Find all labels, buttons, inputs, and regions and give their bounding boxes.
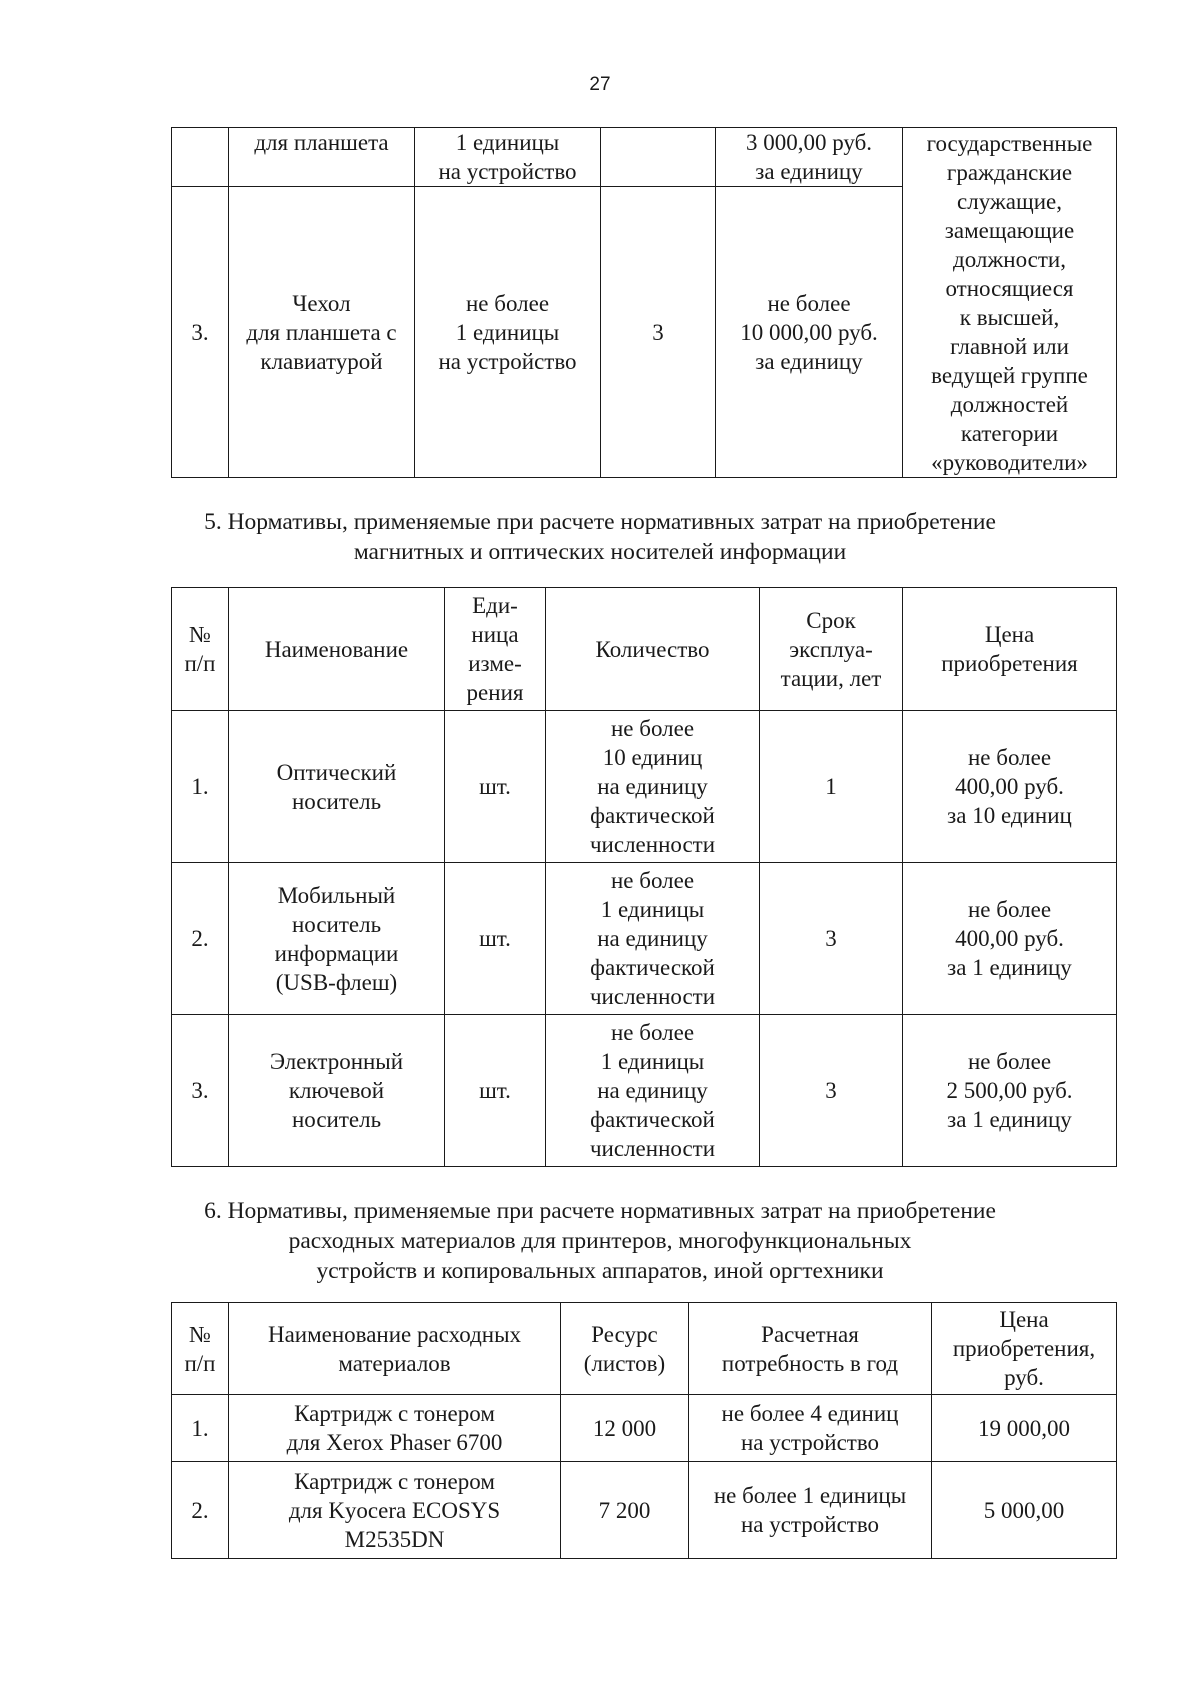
name-cell: Электронный ключевой носитель	[229, 1015, 445, 1167]
row-number-cell: 3.	[172, 187, 229, 478]
name-cell: Картридж с тонером для Xerox Phaser 6700	[229, 1395, 561, 1462]
header-term: Срок эксплуа- тации, лет	[760, 588, 903, 711]
consumables-norms-table	[171, 1302, 1117, 1559]
table-row	[172, 128, 1117, 187]
unit-cell: шт.	[445, 863, 546, 1015]
header-number: № п/п	[172, 1303, 229, 1395]
header-price: Цена приобретения, руб.	[932, 1303, 1117, 1395]
section-5-title: 5. Нормативы, применяемые при расчете нормативных затрат на приобретение магнитных и оптических носителей информации	[204, 509, 996, 565]
header-unit: Еди- ница изме- рения	[445, 588, 546, 711]
price-cell: 5 000,00	[932, 1462, 1117, 1559]
unit-cell: шт.	[445, 1015, 546, 1167]
quantity-cell: не более 1 единицы на устройство	[415, 187, 601, 478]
term-cell: 3	[601, 187, 716, 478]
header-quantity: Количество	[546, 588, 760, 711]
row-number-cell: 3.	[172, 1015, 229, 1167]
table-row	[172, 1462, 1117, 1559]
table-row	[172, 1395, 1117, 1462]
name-cell: Картридж с тонером для Kyocera ECOSYS M2535DN	[229, 1462, 561, 1559]
need-cell: не более 4 единиц на устройство	[689, 1395, 932, 1462]
row-number-cell	[172, 128, 229, 187]
section-6-title: 6. Нормативы, применяемые при расчете нормативных затрат на приобретение расходных материалов для принтеров, многофункциональных устройств и копировальных аппаратов, иной оргтехники	[204, 1198, 996, 1284]
quantity-cell: не более 1 единицы на единицу фактической численности	[546, 863, 760, 1015]
row-number-cell: 2.	[172, 863, 229, 1015]
table-header-row	[172, 1303, 1117, 1395]
need-cell: не более 1 единицы на устройство	[689, 1462, 932, 1559]
quantity-cell: не более 1 единицы на единицу фактической численности	[546, 1015, 760, 1167]
row-number-cell: 1.	[172, 711, 229, 863]
term-cell: 1	[760, 711, 903, 863]
price-cell: не более 2 500,00 руб. за 1 единицу	[903, 1015, 1117, 1167]
name-cell: для планшета	[229, 128, 415, 187]
name-cell: Чехол для планшета с клавиатурой	[229, 187, 415, 478]
table-row	[172, 1015, 1117, 1167]
header-resource: Ресурс (листов)	[561, 1303, 689, 1395]
row-number-cell: 1.	[172, 1395, 229, 1462]
header-name: Наименование расходных материалов	[229, 1303, 561, 1395]
header-price: Цена приобретения	[903, 588, 1117, 711]
row-number-cell: 2.	[172, 1462, 229, 1559]
price-cell: не более 400,00 руб. за 10 единиц	[903, 711, 1117, 863]
name-cell: Мобильный носитель информации (USB-флеш)	[229, 863, 445, 1015]
quantity-cell: не более 10 единиц на единицу фактической численности	[546, 711, 760, 863]
media-norms-table	[171, 587, 1117, 1167]
table-row	[172, 711, 1117, 863]
header-number: № п/п	[172, 588, 229, 711]
table-row	[172, 863, 1117, 1015]
term-cell	[601, 128, 716, 187]
header-annual-need: Расчетная потребность в год	[689, 1303, 932, 1395]
quantity-cell: 1 единицы на устройство	[415, 128, 601, 187]
price-cell: 3 000,00 руб. за единицу	[716, 128, 903, 187]
page-number: 27	[589, 74, 611, 95]
name-cell: Оптический носитель	[229, 711, 445, 863]
term-cell: 3	[760, 1015, 903, 1167]
price-cell: не более 10 000,00 руб. за единицу	[716, 187, 903, 478]
unit-cell: шт.	[445, 711, 546, 863]
table-header-row	[172, 588, 1117, 711]
resource-cell: 7 200	[561, 1462, 689, 1559]
resource-cell: 12 000	[561, 1395, 689, 1462]
term-cell: 3	[760, 863, 903, 1015]
norms-table-continued	[171, 127, 1117, 478]
price-cell: не более 400,00 руб. за 1 единицу	[903, 863, 1117, 1015]
price-cell: 19 000,00	[932, 1395, 1117, 1462]
category-cell: государственные гражданские служащие, замещающие должности, относящиеся к высшей, главной или ведущей группе должностей категории «руководители»	[903, 128, 1117, 478]
header-name: Наименование	[229, 588, 445, 711]
